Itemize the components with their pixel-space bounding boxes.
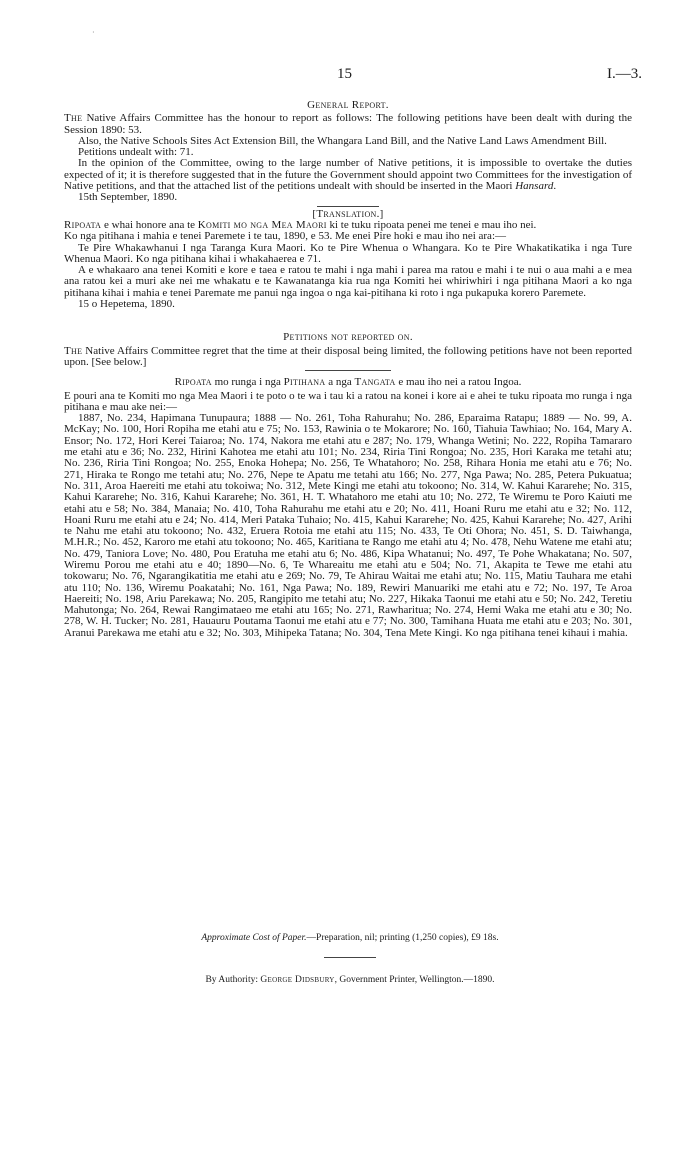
general-report-date: 15th September, 1890.	[78, 191, 178, 204]
printer-authority	[0, 975, 700, 985]
lead-word: The	[64, 344, 83, 357]
heading-word: Pitihana	[283, 376, 326, 389]
paragraph-text: Native Affairs Committee has the honour to report as follows: The following petitions have been dealt with during the Session 1890: 53.	[64, 112, 632, 136]
translation-paragraph-4: A e whakaaro ana tenei Komiti e kore e taea e ratou te mahi i nga mahi i parea ma ratou e mahi i te nui o aua mahi a e mea ana ratou kei a muri ake nei me whakatu e te Kawanatanga kia rua nga Komiti hei whiriwhiri i nga pitihana Maori a ko nga pitihana kihai i mahia e tenei Paremate me panui nga ingoa o nga kai-pitihana ki roto i nga pukapuka korero Paremete.	[64, 264, 632, 299]
footer-divider	[324, 957, 376, 958]
general-report-heading: General Report.	[307, 99, 389, 111]
heading-word: Ripoata	[174, 376, 212, 389]
petitions-list: 1887, No. 234, Hapimana Tunupaura; 1888 — No. 261, Toha Rahurahu; No. 286, Eparaima Ratapu; 1889 — No. 99, A. McKay; No. 100, Hori Ropiha me etahi atu e 75; No. 153, Rawinia o te Mokarore; No. 160, Tiahuia Tawhiao; No. 164, Mary A. Ensor; No. 172, Hori Kerei Taiaroa; No. 174, Nakora me etahi atu e 287; No. 179, Whanga Wetini; No. 222, Ropiha Tamararo me etahi atu e 36; No. 232, Hirini Kahotea me etahi atu 101; No. 234, Riria Tini Rongoa; No. 235, Hori Karaka me tetahi atu; No. 236, Riria Tini Rongoa; No. 255, Enoka Hohepa; No. 256, Te Whatahoro; No. 258, Rihara Honia me etahi atu e 76; No. 271, Hiraka te Rongo me tetahi atu; No. 276, Nepe te Apatu me tetahi atu 166; No. 277, Nga Pawa; No. 285, Petera Pukuatua; No. 311, Aroa Haereiti me etahi atu tokoiwa; No. 312, Mete Kingi me etahi atu tokoono; No. 314, W. Kahui Kararehe; No. 315, Kahui Kararehe; No. 316, Kahui Kararehe; No. 361, H. T. Whatahoro me etahi atu 10; No. 272, Te Wiremu te Poro Kaiuti me etahi atu e 58; No. 384, Manaia; No. 410, Toha Rahurahu me etahi atu e 20; No. 411, Hoani Ruru me etahi atu e 32; No. 112, Hoani Ruru me etahi atu e 24; No. 414, Meri Pataka Tuhaio; No. 415, Kahui Kararehe; No. 425, Kahui Kararehe; No. 427, Arihi te Nahu me etahi atu tokoono; No. 432, Eruera Rotoia me etahi atu 115; No. 433, Te Oti Ohora; No. 451, S. D. Taiwhanga, M.H.R.; No. 452, Karoro me etahi atu tokoono; No. 465, Karitiana te Rango me etahi atu 4; No. 478, Nehu Watene me etahi atu; No. 479, Taniora Love; No. 480, Pou Eratuha me etahi atu 6; No. 486, Kipa Whatanui; No. 497, Te Pohe Whakatana; No. 507, Wiremu Porou me etahi atu e 40; 1890—No. 6, Te Whareaitu me etahi atu e 504; No. 71, Akapita te Tewe me etahi atu tokowaru; No. 76, Ngarangikatitia me etahi atu e 269; No. 79, Te Ahirau Waitai me etahi atu; No. 115, Matiu Tauhara me etahi atu 110; No. 136, Wiremu Poakatahi; No. 161, Nga Pawa; No. 189, Rewiri Manuariki me etahi atu e 72; No. 197, Te Aroa Haereiti; No. 198, Ariu Parekawa; No. 205, Rangipito me tetahi atu; No. 227, Hikaka Taonui me etahi atu e 50; No. 242, Teretiu Mahutonga; No. 264, Rewai Rangimataeo me etahi atu 165; No. 271, Rawharitua; No. 274, Hemi Waka me etahi atu e 30; No. 278, W. H. Tucker; No. 281, Hauauru Poutama Taonui me etahi atu e 77; No. 300, Tamihana Huata me etahi atu e 203; No. 301, Aranui Parekawa me etahi atu e 32; No. 303, Mihipeka Tatana; No. 304, Tena Mete Kingi. Ko nga pitihana tenei kihaui i mahia.	[64, 412, 632, 639]
cost-of-paper-note	[0, 933, 700, 943]
heading-text: a nga	[325, 376, 355, 389]
translation-paragraph-2: Ko nga pitihana i mahia e tenei Paremete i te tau, 1890, e 53. Me enei Pire hoki e mau iho nei ara:—	[64, 230, 506, 243]
document-body	[64, 98, 632, 639]
paragraph-end: .	[553, 180, 557, 193]
petitions-not-reported-paragraph	[64, 346, 632, 369]
paragraph-text: ki te tuku ripoata penei me tenei e mau iho nei.	[326, 218, 537, 231]
maori-list-intro: E pouri ana te Komiti mo nga Mea Maori i te poto o te wa i tau ki a ratou na konei i kore ai e ahei te tuku ripoata mo runga i nga pitihana e mau ake nei:—	[64, 389, 632, 413]
cost-text: —Preparation, nil; printing (1,250 copies), £9 18s.	[306, 933, 499, 943]
paragraph-text: Native Affairs Committee regret that the time at their disposal being limited, the following petitions have not been reported upon. [See below.]	[64, 344, 632, 368]
petitions-not-reported-heading: Petitions not reported on.	[283, 331, 413, 344]
stray-mark: ·	[92, 28, 95, 37]
lead-word: The	[64, 112, 83, 125]
document-reference: I.—3.	[607, 66, 642, 82]
spacer	[64, 310, 632, 330]
page-number: 15	[337, 66, 352, 82]
translation-heading: [Translation.]	[312, 207, 384, 220]
authority-suffix: , Government Printer, Wellington.—1890.	[334, 975, 495, 985]
general-report-paragraph-1	[64, 113, 632, 136]
paragraph-text: In the opinion of the Committee, owing to the large number of Native petitions, it is impossible to overtake the duties expected of it; it is therefore suggested that in the future the Government should appoint two Committees for the investigation of Native petitions, and that the attached list of the petitions undealt with should be inserted in the Maori	[64, 157, 632, 193]
authority-prefix: By Authority:	[205, 975, 261, 985]
printer-name: George Didsbury	[260, 975, 335, 985]
cost-label: Approximate Cost of Paper.	[201, 933, 307, 943]
translation-paragraph-3: Te Pire Whakawhanui I nga Taranga Kura Maori. Ko te Pire Whenua o Whangara. Ko te Pire Whakatikatika i nga Ture Whenua Maori. Ko nga pitihana kihai i whakahaerea e 71.	[64, 241, 632, 265]
general-report-paragraph-2: Also, the Native Schools Sites Act Extension Bill, the Whangara Land Bill, and the Native Land Laws Amendment Bill.	[78, 134, 607, 147]
heading-text: e mau iho nei a ratou Ingoa.	[395, 376, 522, 389]
lead-word: Ripoata	[64, 218, 102, 231]
hansard-italic: Hansard	[515, 180, 554, 193]
paragraph-text: e whai honore ana te	[101, 218, 198, 231]
committee-name: Komiti mo nga Mea Maori	[197, 218, 327, 231]
heading-word: Tangata	[354, 376, 396, 389]
section-divider	[305, 370, 391, 371]
section-divider	[317, 206, 379, 207]
general-report-paragraph-4	[64, 158, 632, 192]
translation-date: 15 o Hepetema, 1890.	[78, 298, 175, 311]
heading-text: mo runga i nga	[211, 376, 284, 389]
general-report-paragraph-3: Petitions undealt with: 71.	[78, 146, 194, 159]
maori-list-heading	[64, 377, 632, 388]
